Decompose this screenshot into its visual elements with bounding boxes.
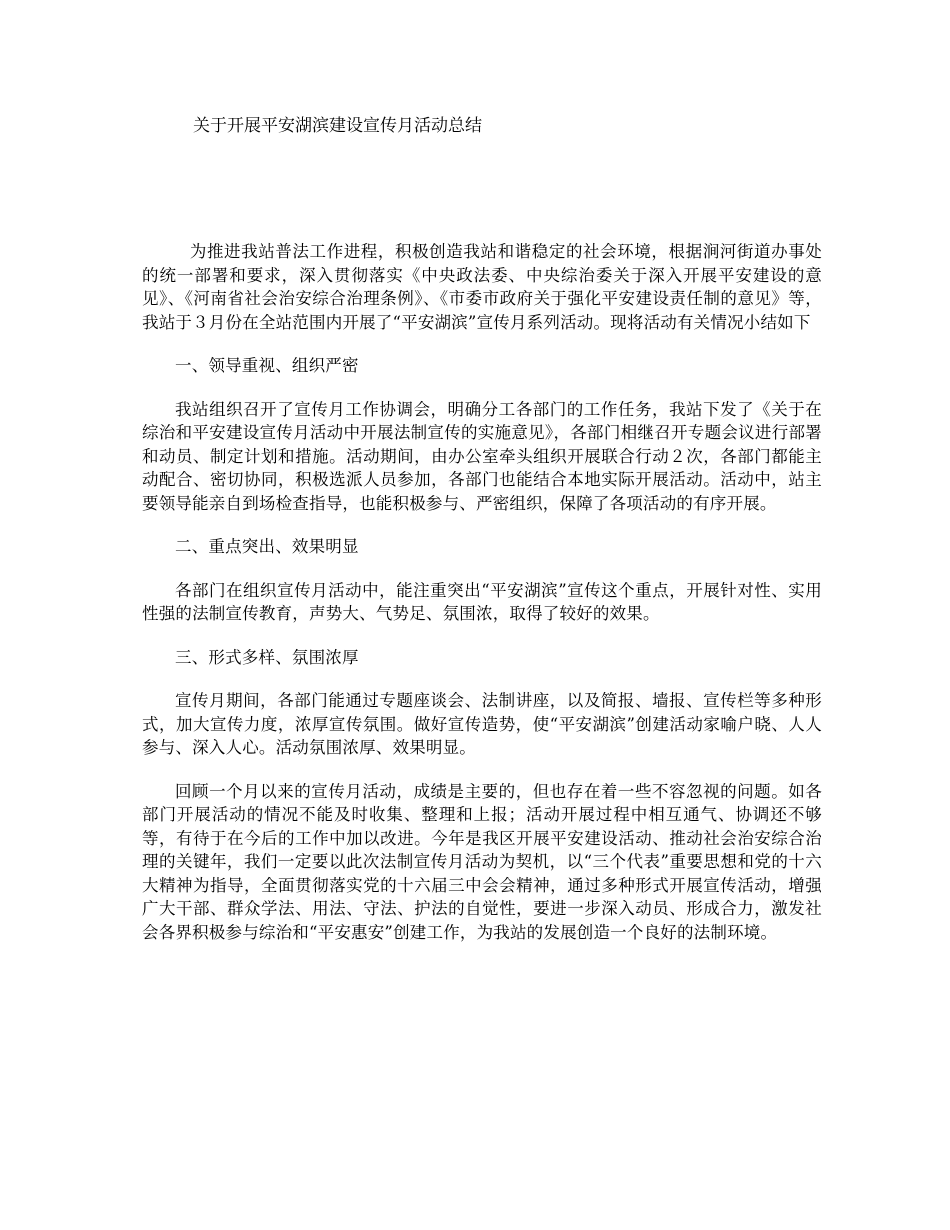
section-heading-2: 二、重点突出、效果明显 [175, 537, 359, 556]
section-paragraph-1: 我站组织召开了宣传月工作协调会，明确分工各部门的工作任务，我站下发了《关于在综治和平安建设宣传月活动中开展法制宣传的实施意见》，各部门相继召开专题会议进行部署和动员、制定计划和措施。活动期间，由办公室牵头组织开展联合行动２次，各部门都能主动配合、密切协同，积极选派人员参加，各部门也能结合本地实际开展活动。活动中，站主要领导能亲自到场检查指导，也能积极参与、严密组织，保障了各项活动的有序开展。 [142, 399, 822, 513]
document-title: 关于开展平安湖滨建设宣传月活动总结 [193, 116, 482, 136]
conclusion-paragraph: 回顾一个月以来的宣传月活动，成绩是主要的，但也存在着一些不容忽视的问题。如各部门开展活动的情况不能及时收集、整理和上报；活动开展过程中相互通气、协调还不够等，有待于在今后的工作中加以改进。今年是我区开展平安建设活动、推动社会治安综合治理的关键年，我们一定要以此次法制宣传月活动为契机，以“三个代表”重要思想和党的十六大精神为指导，全面贯彻落实党的十六届三中会会精神，通过多种形式开展宣传活动，增强广大干部、群众学法、用法、守法、护法的自觉性，要进一步深入动员、形成合力，激发社会各界积极参与综治和“平安惠安”创建工作，为我站的发展创造一个良好的法制环境。 [142, 781, 822, 942]
section-heading-3: 三、形式多样、氛围浓厚 [175, 647, 359, 667]
intro-paragraph: 为推进我站普法工作进程，积极创造我站和谐稳定的社会环境，根据涧河街道办事处的统一部署和要求，深入贯彻落实《中央政法委、中央综治委关于深入开展平安建设的意见》、《河南省社会治安综合治理条例》、《市委市政府关于强化平安建设责任制的意见》等，我站于３月份在全站范围内开展了“平安湖滨”宣传月系列活动。现将活动有关情况小结如下 [142, 242, 822, 332]
document-body [142, 240, 822, 944]
section-paragraph-3: 宣传月期间，各部门能通过专题座谈会、法制讲座，以及简报、墙报、宣传栏等多种形式，加大宣传力度，浓厚宣传氛围。做好宣传造势，使“平安湖滨”创建活动家喻户晓、人人参与、深入人心。活动氛围浓厚、效果明显。 [142, 691, 822, 757]
section-paragraph-2: 各部门在组织宣传月活动中，能注重突出“平安湖滨”宣传这个重点，开展针对性、实用性强的法制宣传教育，声势大、气势足、氛围浓，取得了较好的效果。 [142, 580, 822, 623]
section-heading-1: 一、领导重视、组织严密 [175, 356, 359, 375]
